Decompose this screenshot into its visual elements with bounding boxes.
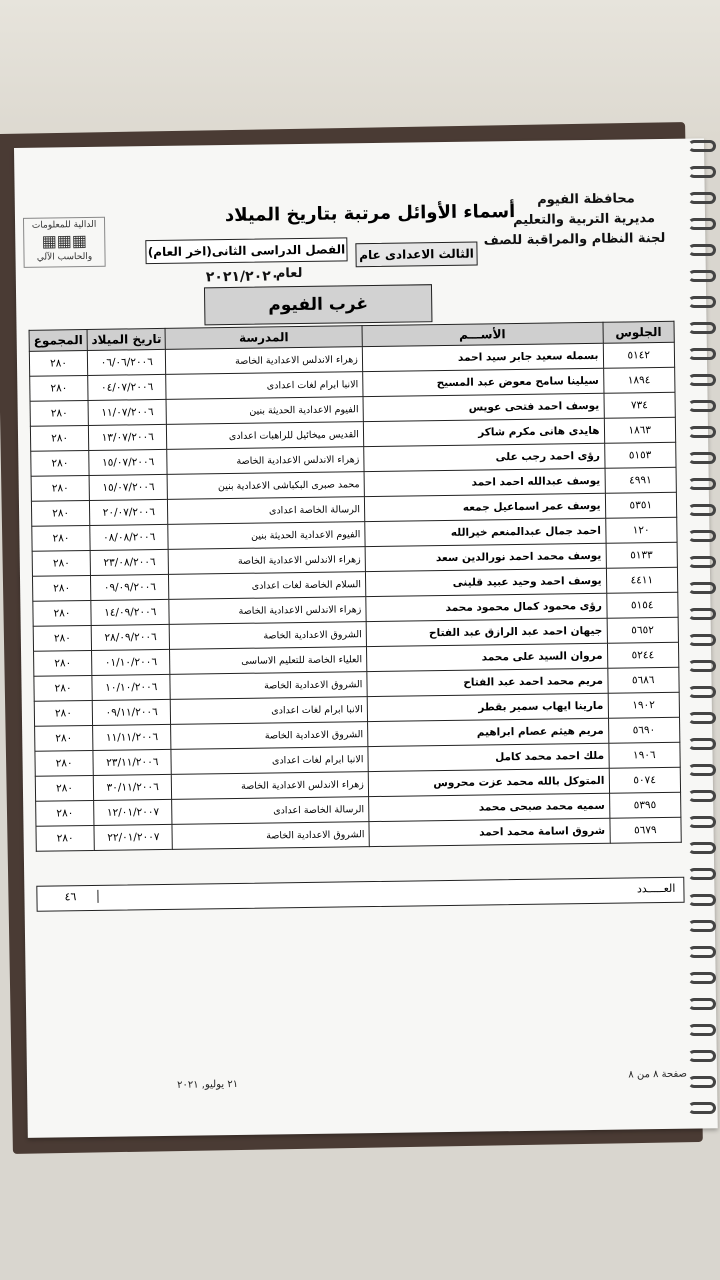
cell-seat: ٥٠٧٤ — [609, 767, 681, 793]
committee-label: لجنة النظام والمراقبة للصف — [483, 230, 666, 249]
cell-school: زهراء الاندلس الاعدادية الخاصة — [167, 447, 364, 475]
cell-school: القديس ميخائيل للراهبات اعدادى — [167, 422, 364, 450]
cell-seat: ٥٦٩٠ — [608, 717, 680, 743]
cell-name: يوسف احمد وحيد عبيد قلينى — [365, 568, 606, 596]
cell-seat: ٥٣٥١ — [605, 492, 677, 518]
cell-total: ٢٨٠ — [35, 725, 93, 751]
cell-name: يوسف احمد فتحى عويس — [363, 393, 604, 421]
year-value: ٢٠٢١/٢٠٢٠ — [205, 268, 280, 286]
grade-box: الثالث الاعدادى عام — [355, 242, 477, 268]
spiral-ring — [688, 998, 716, 1010]
cell-name: مارينا ايهاب سمير بقطر — [367, 693, 608, 721]
cell-seat: ١٨٦٣ — [604, 417, 676, 443]
cell-dob: ١٣/٠٧/٢٠٠٦ — [88, 424, 167, 450]
cell-total: ٢٨٠ — [29, 350, 87, 376]
spiral-ring — [688, 192, 716, 204]
cell-school: زهراء الاندلس الاعدادية الخاصة — [166, 347, 363, 375]
cell-total: ٢٨٠ — [34, 675, 92, 701]
cell-school: محمد صبرى البكباشى الاعدادية بنين — [167, 472, 364, 500]
header-name: الأســـم — [362, 322, 603, 346]
cell-total: ٢٨٠ — [36, 800, 94, 826]
spiral-ring — [688, 946, 716, 958]
cell-dob: ١٢/٠١/٢٠٠٧ — [94, 799, 173, 825]
cell-name: رؤى محمود كمال محمود محمد — [366, 593, 607, 621]
cell-seat: ١٩٠٦ — [608, 742, 680, 768]
document-page — [14, 138, 718, 1138]
cell-school: الانبا ابرام لغات اعدادى — [171, 747, 368, 775]
cell-total: ٢٨٠ — [36, 825, 94, 851]
cell-name: مروان السيد على محمد — [366, 643, 607, 671]
cell-total: ٢٨٠ — [34, 650, 92, 676]
page-title: أسماء الأوائل مرتبة بتاريخ الميلاد — [224, 201, 516, 227]
cell-dob: ٠٩/٠٩/٢٠٠٦ — [91, 574, 170, 600]
spiral-ring — [688, 920, 716, 932]
spiral-ring — [688, 478, 716, 490]
cell-school: الفيوم الاعدادية الحديثة بنين — [168, 522, 365, 550]
spiral-ring — [688, 894, 716, 906]
spiral-ring — [688, 452, 716, 464]
cell-dob: ٢٣/٠٨/٢٠٠٦ — [90, 549, 169, 575]
cell-school: الشروق الاعدادية الخاصة — [172, 822, 369, 850]
header-dob: تاريخ الميلاد — [87, 328, 166, 350]
cell-dob: ١٥/٠٧/٢٠٠٦ — [89, 474, 168, 500]
cell-name: رؤى احمد رجب على — [364, 443, 605, 471]
year-label: لعام — [275, 265, 303, 282]
cell-dob: ٢٢/٠١/٢٠٠٧ — [94, 824, 173, 850]
cell-seat: ٥٦٧٩ — [609, 817, 681, 843]
cell-school: زهراء الاندلس الاعدادية الخاصة — [169, 597, 366, 625]
cell-school: الرسالة الخاصة اعدادى — [172, 797, 369, 825]
spiral-ring — [688, 400, 716, 412]
header-school: المدرسة — [165, 326, 362, 350]
cell-dob: ١١/١١/٢٠٠٦ — [93, 724, 172, 750]
cell-total: ٢٨٠ — [31, 450, 89, 476]
cell-school: العلياء الخاصة للتعليم الاساسى — [170, 647, 367, 675]
count-row — [36, 877, 684, 912]
cell-total: ٢٨٠ — [33, 625, 91, 651]
spiral-ring — [688, 608, 716, 620]
cell-name: احمد جمال عبدالمنعم خيرالله — [365, 518, 606, 546]
cell-school: الشروق الاعدادية الخاصة — [170, 622, 367, 650]
cell-name: يوسف عمر اسماعيل جمعه — [364, 493, 605, 521]
cell-seat: ٥٦٥٢ — [607, 617, 679, 643]
spiral-ring — [688, 868, 716, 880]
spiral-ring — [688, 504, 716, 516]
cell-seat: ٧٣٤ — [603, 392, 675, 418]
cell-seat: ٥١٥٤ — [606, 592, 678, 618]
cell-name: جيهان احمد عبد الرازق عبد الفتاح — [366, 618, 607, 646]
cell-name: يوسف محمد احمد نورالدين سعد — [365, 543, 606, 571]
cell-dob: ١٥/٠٧/٢٠٠٦ — [89, 449, 168, 475]
cell-dob: ٠٨/٠٨/٢٠٠٦ — [90, 524, 169, 550]
print-date: ٢١ يوليو, ٢٠٢١ — [177, 1078, 239, 1091]
spiral-ring — [688, 842, 716, 854]
cell-name: بسمله سعيد جابر سيد احمد — [362, 343, 603, 371]
directorate-label: مديرية التربية والتعليم — [512, 211, 656, 229]
cell-seat: ٥٦٨٦ — [607, 667, 679, 693]
header-total: المجموع — [29, 329, 87, 351]
spiral-ring — [688, 556, 716, 568]
cell-seat: ٤٩٩١ — [605, 467, 677, 493]
cell-seat: ١٩٠٢ — [608, 692, 680, 718]
cell-name: سميه محمد صبحى محمد — [368, 793, 609, 821]
spiral-ring — [688, 296, 716, 308]
spiral-ring — [688, 1076, 716, 1088]
cell-name: هايدى هانى مكرم شاكر — [363, 418, 604, 446]
cell-total: ٢٨٠ — [30, 425, 88, 451]
spiral-ring — [688, 244, 716, 256]
spiral-ring — [688, 582, 716, 594]
spiral-ring — [688, 166, 716, 178]
cell-school: الرسالة الخاصة اعدادى — [168, 497, 365, 525]
spiral-ring — [688, 764, 716, 776]
spiral-ring — [688, 972, 716, 984]
region-box: غرب الفيوم — [204, 284, 433, 325]
cell-dob: ٢٠/٠٧/٢٠٠٦ — [90, 499, 169, 525]
cell-school: السلام الخاصة لغات اعدادى — [169, 572, 366, 600]
cell-total: ٢٨٠ — [32, 575, 90, 601]
cell-total: ٢٨٠ — [35, 750, 93, 776]
spiral-ring — [688, 348, 716, 360]
spiral-binding — [684, 140, 720, 1140]
table-body — [29, 342, 681, 851]
results-table — [29, 321, 682, 852]
cell-name: مريم هيثم عصام ابراهيم — [367, 718, 608, 746]
cell-name: مريم محمد احمد عبد الفتاح — [367, 668, 608, 696]
cell-dob: ٠٩/١١/٢٠٠٦ — [92, 699, 171, 725]
spiral-ring — [688, 660, 716, 672]
spiral-ring — [688, 686, 716, 698]
spiral-ring — [688, 1024, 716, 1036]
cell-dob: ٢٣/١١/٢٠٠٦ — [93, 749, 172, 775]
cell-dob: ٠١/١٠/٢٠٠٦ — [92, 649, 171, 675]
count-label: العـــــدد — [636, 881, 676, 896]
cell-seat: ٤٤١١ — [606, 567, 678, 593]
spiral-ring — [688, 374, 716, 386]
header-seat: الجلوس — [602, 321, 674, 343]
cell-name: سيلينا سامح معوض عبد المسيح — [363, 368, 604, 396]
cell-school: زهراء الاندلس الاعدادية الخاصة — [172, 772, 369, 800]
cell-name: ملك احمد محمد كامل — [368, 743, 609, 771]
spiral-ring — [688, 218, 716, 230]
cell-dob: ١١/٠٧/٢٠٠٦ — [88, 399, 167, 425]
cell-name: المتوكل بالله محمد عزت محروس — [368, 768, 609, 796]
cell-total: ٢٨٠ — [31, 475, 89, 501]
spiral-ring — [688, 270, 716, 282]
cell-seat: ٥٢٤٤ — [607, 642, 679, 668]
cell-total: ٢٨٠ — [33, 600, 91, 626]
cell-seat: ١٨٩٤ — [603, 367, 675, 393]
logo: الدالية للمعلومات ▦▦▦ والحاسب الآلي — [23, 217, 106, 268]
cell-seat: ٥١٤٢ — [603, 342, 675, 368]
governorate-label: محافظة الفيوم — [537, 191, 635, 208]
page-number: صفحة ٨ من ٨ — [628, 1068, 688, 1081]
cell-seat: ٥١٣٣ — [606, 542, 678, 568]
cell-total: ٢٨٠ — [31, 500, 89, 526]
cell-school: الشروق الاعدادية الخاصة — [171, 722, 368, 750]
spiral-ring — [688, 322, 716, 334]
cell-dob: ٠٤/٠٧/٢٠٠٦ — [88, 374, 167, 400]
semester-box: الفصل الدراسى الثانى(اخر العام) — [145, 237, 347, 264]
count-value: ٤٦ — [43, 890, 98, 904]
cell-school: زهراء الاندلس الاعدادية الخاصة — [169, 547, 366, 575]
spiral-ring — [688, 634, 716, 646]
cell-dob: ١٠/١٠/٢٠٠٦ — [92, 674, 171, 700]
cell-name: شروق اسامة محمد احمد — [369, 818, 610, 846]
cell-dob: ١٤/٠٩/٢٠٠٦ — [91, 599, 170, 625]
spiral-ring — [688, 1102, 716, 1114]
cell-total: ٢٨٠ — [35, 775, 93, 801]
cell-total: ٢٨٠ — [32, 550, 90, 576]
spiral-ring — [688, 140, 716, 152]
cell-total: ٢٨٠ — [30, 375, 88, 401]
spiral-ring — [688, 790, 716, 802]
cell-dob: ٢٨/٠٩/٢٠٠٦ — [91, 624, 170, 650]
cell-seat: ٥٣٩٥ — [609, 792, 681, 818]
cell-total: ٢٨٠ — [30, 400, 88, 426]
cell-school: الشروق الاعدادية الخاصة — [170, 672, 367, 700]
cell-name: يوسف عبدالله احمد احمد — [364, 468, 605, 496]
cell-school: الانبا ابرام لغات اعدادى — [171, 697, 368, 725]
spiral-ring — [688, 738, 716, 750]
cell-total: ٢٨٠ — [34, 700, 92, 726]
spiral-ring — [688, 1050, 716, 1062]
cell-seat: ٥١٥٣ — [604, 442, 676, 468]
cell-dob: ٣٠/١١/٢٠٠٦ — [93, 774, 172, 800]
spiral-ring — [688, 426, 716, 438]
cell-school: الانبا ابرام لغات اعدادى — [166, 372, 363, 400]
spiral-ring — [688, 530, 716, 542]
spiral-ring — [688, 816, 716, 828]
cell-total: ٢٨٠ — [32, 525, 90, 551]
cell-seat: ١٢٠ — [605, 517, 677, 543]
cell-dob: ٠٦/٠٦/٢٠٠٦ — [87, 349, 166, 375]
cell-school: الفيوم الاعدادية الحديثة بنين — [166, 397, 363, 425]
spiral-ring — [688, 712, 716, 724]
